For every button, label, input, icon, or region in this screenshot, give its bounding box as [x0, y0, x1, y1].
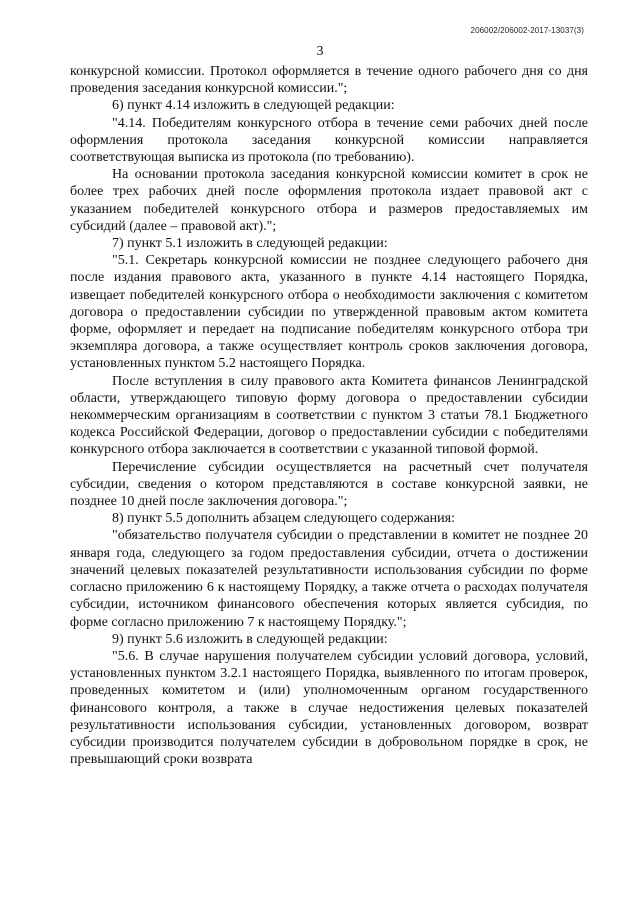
paragraph: 9) пункт 5.6 изложить в следующей редакции: — [112, 631, 388, 647]
page-number: 3 — [316, 44, 324, 59]
paragraph: "обязательство получателя субсидии о представлении в комитет не позднее 20 января года, следующего за годом предоставления субсидии, отчета о достижении значений целевых показателей результативности использования субсидии по форме согласно приложению 6 к настоящему Порядку, а также отчета о расходах получателя субсидии, источником финансового обеспечения которых является субсидия, по форме согласно приложению 7 к настоящему Порядку."; — [70, 528, 588, 630]
paragraph: 6) пункт 4.14 изложить в следующей редакции: — [112, 98, 395, 114]
paragraph: Перечисление субсидии осуществляется на расчетный счет получателя субсидии, сведения о котором представляются в составе конкурсной заявки, не позднее 10 дней после заключения договора."; — [70, 459, 588, 510]
paragraph: После вступления в силу правового акта Комитета финансов Ленинградской области, утверждающего типовую форму договора о предоставлении субсидии некоммерческим организациям в соответствии с пунктом 3 статьи 78.1 Бюджетного кодекса Российской Федерации, договор о предоставлении субсидии с победителями конкурсного отбора заключается в соответствии с указанной типовой формой. — [70, 373, 588, 458]
paragraph: "4.14. Победителям конкурсного отбора в течение семи рабочих дней после оформления протокола заседания конкурсной комиссии направляется соответствующая выписка из протокола (по требованию). — [70, 115, 588, 166]
paragraph: конкурсной комиссии. Протокол оформляется в течение одного рабочего дня со дня проведения заседания конкурсной комиссии."; — [70, 64, 588, 97]
paragraph: 7) пункт 5.1 изложить в следующей редакции: — [112, 236, 388, 252]
paragraph: На основании протокола заседания конкурсной комиссии комитет в срок не более трех рабочих дней после оформления протокола издает правовой акт с указанием победителей конкурсного отбора и размеров предоставляемых им субсидий (далее – правовой акт)."; — [70, 167, 588, 234]
paragraph: "5.6. В случае нарушения получателем субсидии условий договора, условий, установленных пунктом 3.2.1 настоящего Порядка, выявленного по итогам проверок, проведенных комитетом и (или) уполномоченным органом государственного финансового контроля, а также в случае недостижения целевых показателей результативности использования субсидии, установленных договором, возврат субсидии производится получателем субсидии в добровольном порядке в срок, не превышающий сроки возврата — [70, 648, 588, 768]
paragraph: 8) пункт 5.5 дополнить абзацем следующего содержания: — [112, 511, 455, 527]
document-body — [70, 63, 588, 768]
paragraph: "5.1. Секретарь конкурсной комиссии не позднее следующего рабочего дня после издания правового акта, указанного в пункте 4.14 настоящего Порядка, извещает победителей конкурсного отбора о необходимости заключения с комитетом договора о предоставлении субсидии по утвержденной правовым актом комитета форме, оформляет и передает на подписание победителям конкурсного отбора три экземпляра договора, а также осуществляет контроль сроков заключения договора, установленных пунктом 5.2 настоящего Порядка. — [70, 253, 588, 372]
document-id: 206002/206002-2017-13037(3) — [470, 26, 584, 35]
